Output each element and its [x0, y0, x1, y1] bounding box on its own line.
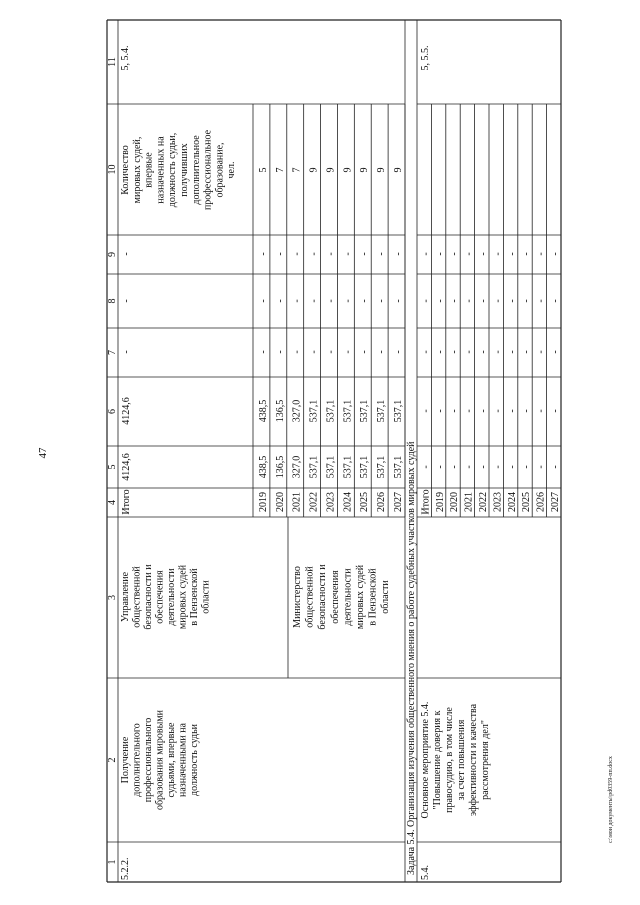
year-col8: -	[342, 299, 354, 303]
year-value-dash: -	[420, 350, 432, 354]
year-value-dash: -	[449, 350, 461, 354]
executor-line: мировых судей	[355, 564, 366, 630]
year-label: 2021	[291, 492, 303, 512]
year-value-dash: -	[492, 465, 504, 469]
year-label: 2022	[308, 492, 320, 512]
year-col8: -	[325, 299, 337, 303]
year-col10: 9	[342, 167, 354, 173]
column-number-4: 4	[107, 500, 118, 505]
year-col8: -	[376, 299, 388, 303]
executor-line: общественной	[131, 566, 143, 628]
year-col8: -	[308, 299, 320, 303]
year-label: 2019	[257, 492, 269, 512]
year-value-dash: -	[463, 299, 475, 303]
year-col6: 136,5	[274, 399, 286, 423]
column-number-2: 2	[107, 757, 118, 763]
year-col8: -	[291, 299, 303, 303]
column-number-9: 9	[107, 252, 118, 257]
year-col7: -	[274, 350, 286, 354]
row-name-line: Получение	[120, 736, 131, 784]
year-value-dash: -	[535, 252, 547, 256]
executor-line: мировых судей	[177, 564, 189, 630]
row-name-line: судьями, впервые	[166, 722, 177, 798]
year-col8: -	[257, 299, 269, 303]
task-title: Задача 5.4. Организация изучения общественного мнения о работе судебных участков мировых судей	[406, 441, 417, 875]
row-link: 5, 5.4.	[120, 45, 131, 71]
row-name-line: "Повышение доверия к	[432, 710, 443, 810]
year-col7: -	[342, 350, 354, 354]
indicator-line: чел.	[226, 161, 238, 179]
executor-line: Управление	[120, 571, 131, 623]
page-number-group	[37, 447, 49, 459]
executor-line: Министерство	[292, 566, 303, 628]
executor-line: обеспечения	[154, 570, 166, 624]
year-col6: 537,1	[359, 399, 371, 423]
year-label: 2019	[434, 492, 446, 512]
row-name-line: профессионального	[143, 717, 154, 803]
year-value-dash: -	[492, 252, 504, 256]
column-number-8: 8	[107, 298, 118, 304]
year-value-dash: -	[506, 252, 518, 256]
year-value-dash: -	[478, 465, 489, 469]
year-value-dash: -	[550, 409, 561, 413]
year-col9: -	[393, 252, 404, 256]
year-value-dash: -	[492, 299, 504, 303]
indicator-line: Количество	[120, 145, 131, 195]
year-col8: -	[274, 299, 286, 303]
indicator-line: профессиональное	[202, 129, 214, 211]
year-label: Итого	[420, 489, 432, 515]
year-col6: 438,5	[257, 399, 269, 423]
year-col8: -	[359, 299, 371, 303]
year-col5: 537,1	[376, 455, 388, 479]
row-name-line: правосудию, в том числе	[444, 707, 455, 813]
year-value-dash: -	[550, 299, 561, 303]
year-col10: 7	[291, 167, 303, 173]
year-col10: 7	[274, 167, 286, 173]
row-name-line: эффективности и качества	[468, 703, 479, 817]
page-number: 47	[37, 447, 49, 459]
year-value-dash: -	[535, 299, 547, 303]
year-value-dash: -	[550, 465, 561, 469]
year-label: 2020	[449, 492, 461, 512]
year-col7: -	[393, 350, 404, 354]
year-value-dash: -	[478, 299, 489, 303]
year-label: 2022	[478, 492, 489, 512]
year-col8: -	[393, 299, 404, 303]
total-col9: -	[121, 252, 132, 256]
executor-line: в Пензенской	[367, 568, 379, 626]
year-value-dash: -	[478, 350, 489, 354]
year-value-dash: -	[535, 409, 547, 413]
year-col10: 5	[257, 167, 269, 173]
year-value-dash: -	[521, 465, 533, 469]
year-col10: 9	[359, 167, 371, 173]
year-value-dash: -	[449, 252, 461, 256]
year-value-dash: -	[521, 299, 533, 303]
year-value-dash: -	[463, 252, 475, 256]
total-col7: -	[121, 350, 132, 354]
year-col9: -	[325, 252, 337, 256]
total-col5: 4124,6	[121, 453, 132, 481]
indicator-line: назначенных на	[155, 136, 167, 204]
footer-path-group	[608, 756, 614, 843]
year-col7: -	[325, 350, 337, 354]
year-value-dash: -	[449, 465, 461, 469]
year-value-dash: -	[420, 465, 432, 469]
row-number: 5.4.	[420, 865, 431, 880]
year-value-dash: -	[550, 350, 561, 354]
total-col6: 4124,6	[121, 397, 132, 425]
year-col5: 537,1	[342, 455, 354, 479]
year-value-dash: -	[492, 350, 504, 354]
year-value-dash: -	[521, 409, 533, 413]
row-link: 5, 5.5.	[420, 45, 431, 71]
year-col7: -	[376, 350, 388, 354]
year-label: 2024	[506, 492, 518, 512]
year-label: 2027	[393, 492, 404, 512]
year-value-dash: -	[420, 299, 432, 303]
year-col6: 537,1	[376, 399, 388, 423]
year-value-dash: -	[434, 299, 446, 303]
year-value-dash: -	[506, 465, 518, 469]
year-label: 2023	[325, 492, 337, 512]
column-number-10: 10	[107, 164, 118, 175]
year-col10: 9	[393, 167, 404, 173]
year-col9: -	[291, 252, 303, 256]
year-value-dash: -	[478, 252, 489, 256]
row-name-line: Основное мероприятие 5.4.	[420, 701, 431, 819]
indicator-line: получивших	[179, 143, 190, 197]
executor-line: области	[200, 580, 212, 614]
year-value-dash: -	[463, 465, 475, 469]
executor-line: деятельности	[166, 568, 177, 626]
executor-line: деятельности	[342, 568, 354, 626]
row-name-line: рассмотрения дел"	[480, 720, 491, 800]
year-col5: 136,5	[274, 455, 286, 479]
footer-path: c:\мои документы\pd0359-пп.docx	[608, 756, 614, 843]
year-col7: -	[308, 350, 320, 354]
year-col6: 537,1	[393, 399, 404, 423]
row-name-line: должность судьи	[189, 723, 200, 797]
year-value-dash: -	[521, 350, 533, 354]
year-col7: -	[359, 350, 371, 354]
year-label: 2024	[342, 492, 354, 512]
column-number-6: 6	[107, 409, 118, 414]
year-label: 2021	[463, 492, 475, 512]
column-number-3: 3	[107, 595, 118, 600]
year-col9: -	[308, 252, 320, 256]
column-number-5: 5	[107, 464, 118, 470]
row-name-line: назначенными на	[177, 723, 189, 797]
year-label: 2023	[492, 492, 504, 512]
indicator-line: должность судьи,	[167, 132, 179, 208]
year-col5: 438,5	[257, 455, 269, 479]
indicator-line: мировых судей,	[131, 136, 143, 204]
executor-line: в Пензенской	[189, 568, 200, 626]
year-col5: 537,1	[359, 455, 371, 479]
year-value-dash: -	[449, 409, 461, 413]
year-col10: 9	[376, 167, 388, 173]
year-value-dash: -	[434, 252, 446, 256]
executor-line: обеспечения	[329, 570, 341, 624]
year-col9: -	[342, 252, 354, 256]
year-label: 2020	[274, 492, 286, 512]
year-label: 2027	[550, 492, 561, 512]
year-col9: -	[359, 252, 371, 256]
year-col10: 9	[325, 167, 337, 173]
year-value-dash: -	[434, 465, 446, 469]
year-col6: 537,1	[325, 399, 337, 423]
row-name-line: дополнительного	[131, 723, 143, 797]
year-value-dash: -	[434, 409, 446, 413]
year-label: 2026	[376, 492, 388, 512]
executor-line: безопасности и	[143, 564, 154, 630]
executor-line: безопасности и	[317, 564, 329, 630]
year-value-dash: -	[434, 350, 446, 354]
year-col7: -	[291, 350, 303, 354]
year-label: 2025	[359, 492, 371, 512]
year-value-dash: -	[535, 350, 547, 354]
column-number-1: 1	[107, 859, 118, 865]
year-col5: 537,1	[393, 455, 404, 479]
year-col6: 327,0	[291, 399, 303, 423]
row-name-line: образования мировыми	[154, 709, 166, 811]
year-value-dash: -	[449, 299, 461, 303]
year-col5: 537,1	[308, 455, 320, 479]
column-number-11: 11	[107, 57, 118, 67]
year-col9: -	[257, 252, 269, 256]
table-content	[107, 46, 561, 881]
year-value-dash: -	[521, 252, 533, 256]
indicator-line: дополнительное	[190, 135, 202, 205]
year-col10: 9	[308, 167, 320, 173]
year-value-dash: -	[506, 409, 518, 413]
year-value-dash: -	[550, 252, 561, 256]
year-value-dash: -	[478, 409, 489, 413]
year-col5: 537,1	[325, 455, 337, 479]
row-name-line: за счет повышения	[456, 719, 467, 801]
year-value-dash: -	[506, 299, 518, 303]
year-col7: -	[257, 350, 269, 354]
year-value-dash: -	[463, 350, 475, 354]
year-label: 2025	[521, 492, 533, 512]
row-number: 5.2.2.	[120, 857, 131, 880]
year-value-dash: -	[506, 350, 518, 354]
year-col9: -	[274, 252, 286, 256]
indicator-line: образование,	[214, 142, 226, 198]
year-value-dash: -	[420, 409, 432, 413]
total-label: Итого	[121, 489, 132, 515]
year-col9: -	[376, 252, 388, 256]
year-value-dash: -	[420, 252, 432, 256]
column-number-7: 7	[107, 350, 118, 355]
year-col6: 537,1	[342, 399, 354, 423]
year-label: 2026	[535, 492, 547, 512]
year-col5: 327,0	[291, 455, 303, 479]
executor-line: области	[380, 580, 392, 614]
year-value-dash: -	[463, 409, 475, 413]
year-col6: 537,1	[308, 399, 320, 423]
total-col8: -	[121, 299, 132, 303]
year-value-dash: -	[535, 465, 547, 469]
indicator-line: впервые	[143, 152, 155, 188]
executor-line: общественной	[304, 566, 316, 628]
year-value-dash: -	[492, 409, 504, 413]
